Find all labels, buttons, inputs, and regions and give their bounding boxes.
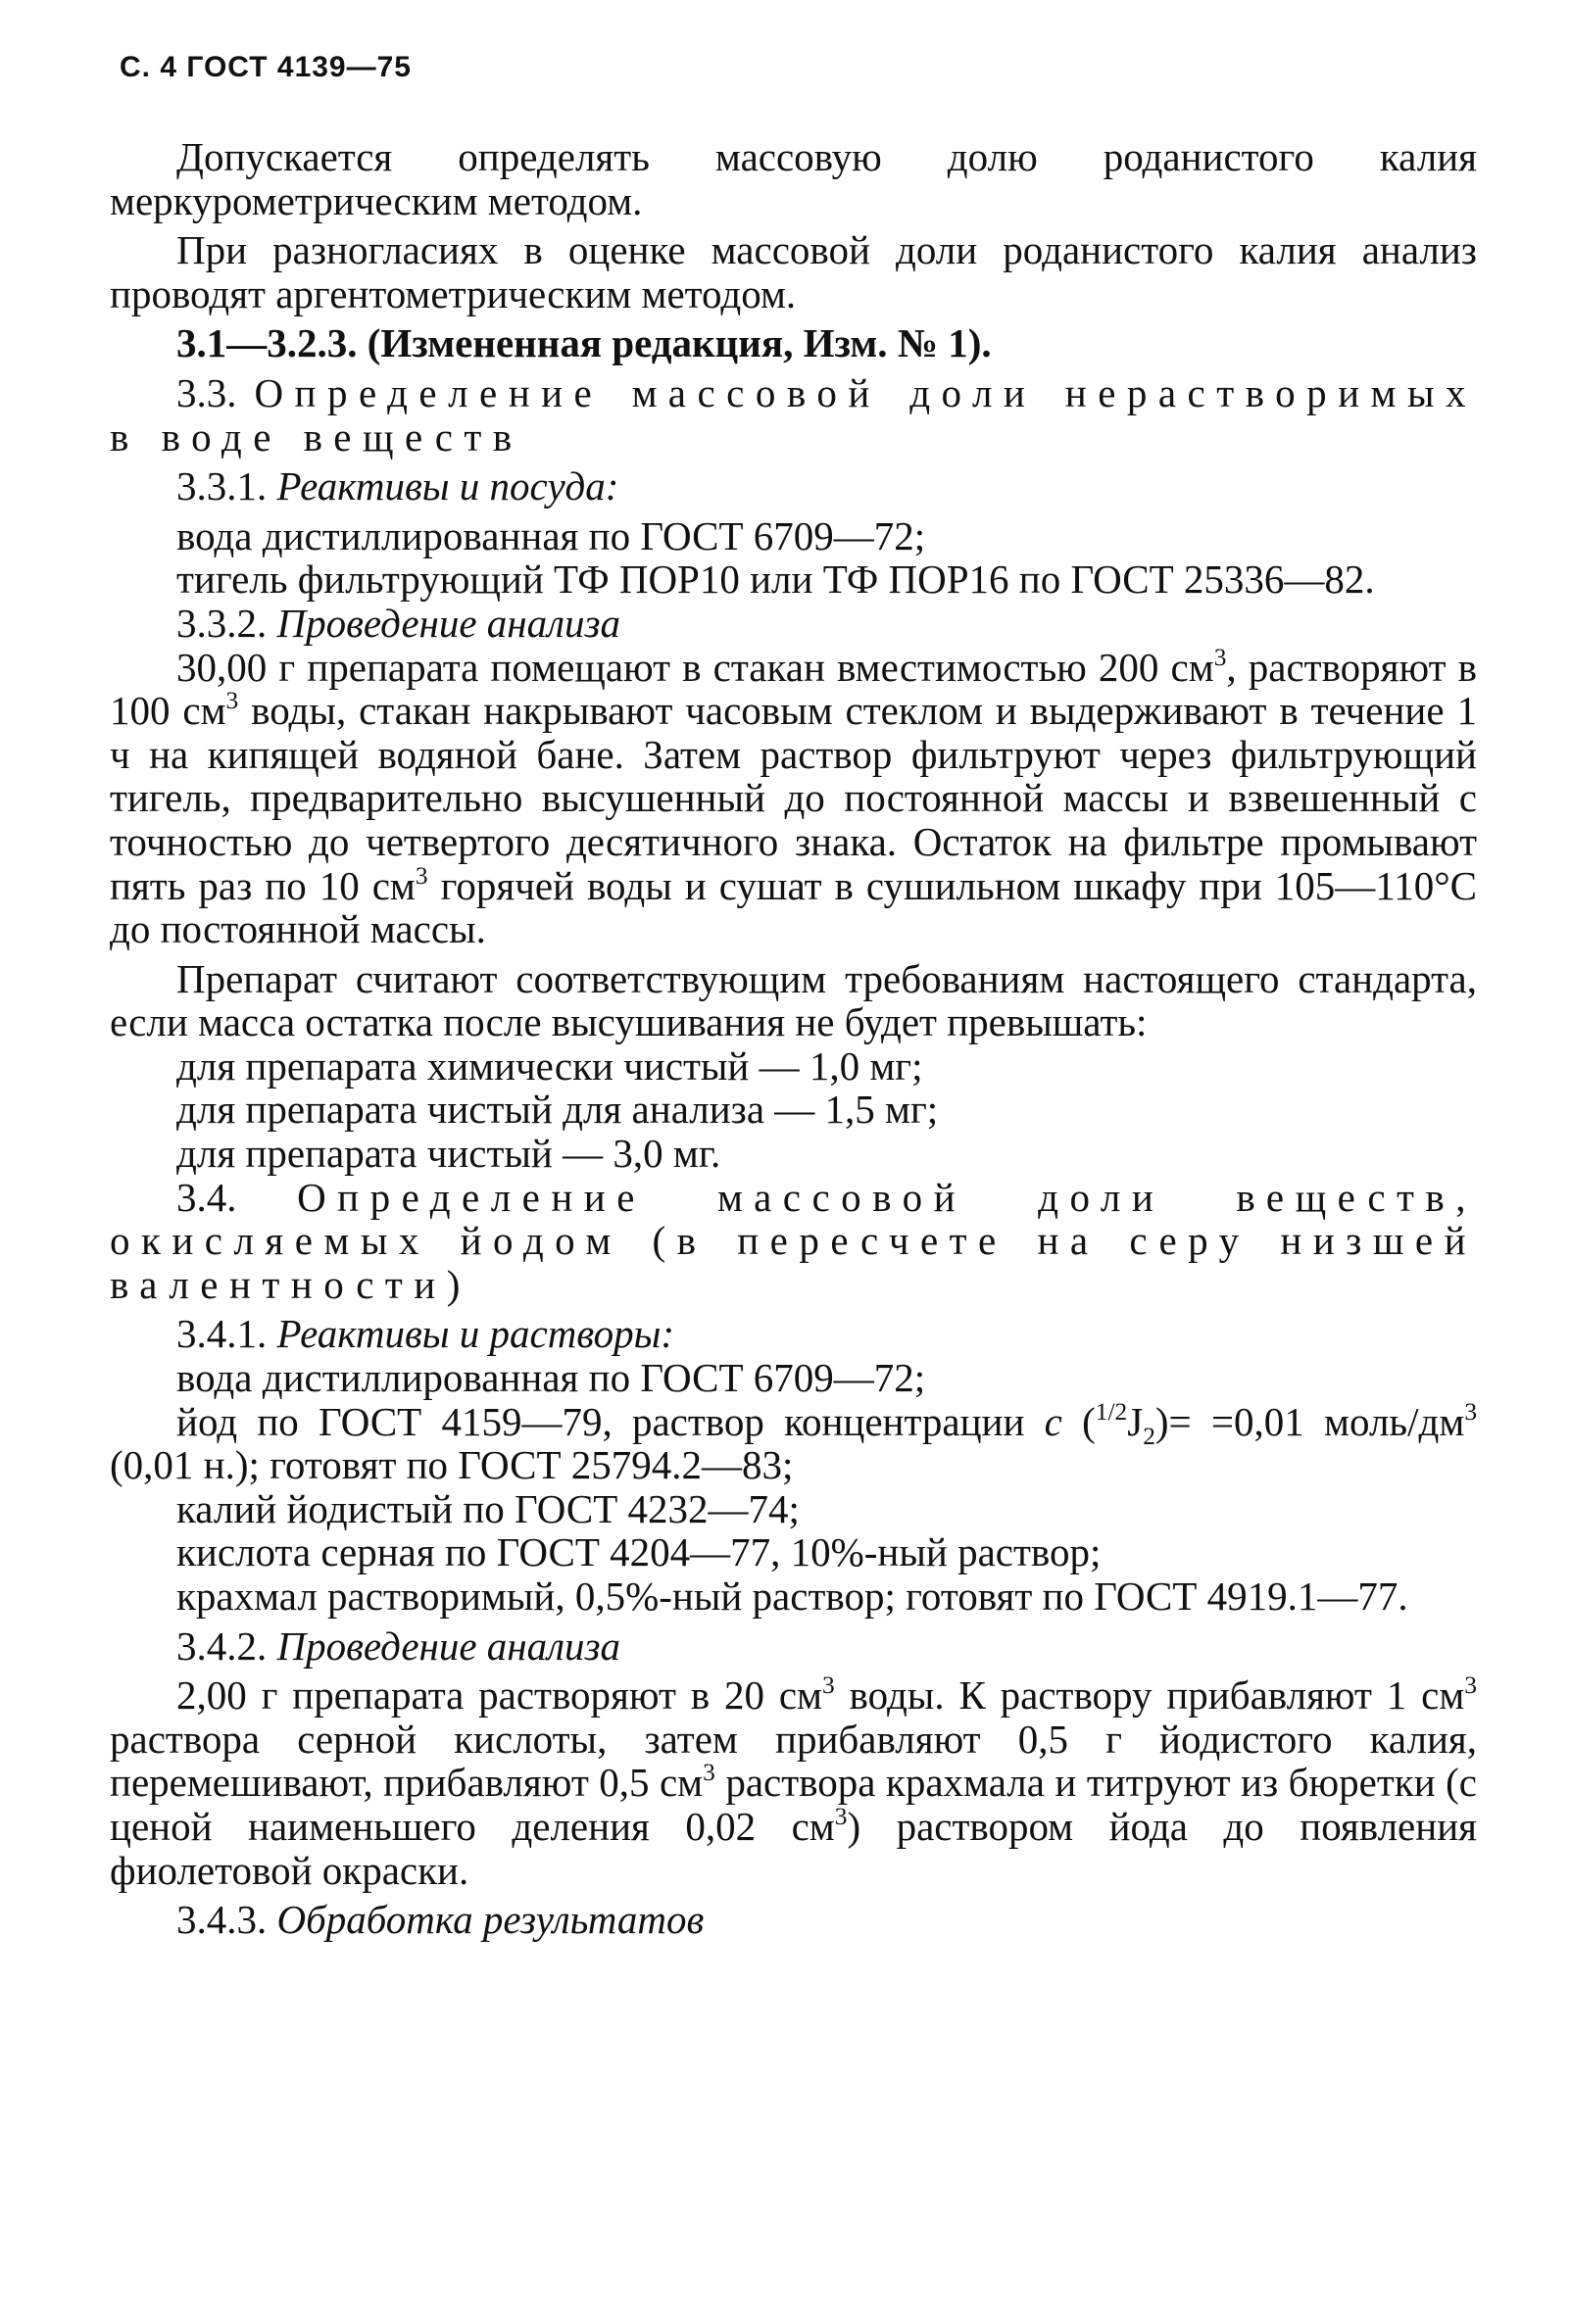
text-run: горячей воды и сушат в сушильном шкафу при 105—110°С до постоянной массы. <box>110 862 1477 952</box>
superscript: 3 <box>703 1759 715 1787</box>
list-item-analysis-pure: для препарата чистый для анализа — 1,5 мг; <box>176 1087 939 1133</box>
superscript: 3 <box>821 1671 835 1700</box>
list-item-starch: крахмал растворимый, 0,5%-ный раствор; готовят по ГОСТ 4919.1—77. <box>176 1574 1408 1619</box>
list-item-potassium-iodide: калий йодистый по ГОСТ 4232—74; <box>176 1485 800 1531</box>
text-run: ) раствором йода до появления фиолетовой окраски. <box>110 1803 1477 1893</box>
text-run: ( <box>1061 1398 1096 1444</box>
section-3-3-1-heading <box>110 464 1477 508</box>
section-title: Определение массовой доли веществ, окисляемых йодом (в пересчете на серу низшей валентности) <box>110 1174 1478 1307</box>
section-number: 3.4. <box>176 1174 237 1220</box>
superscript: 3 <box>834 1803 848 1831</box>
text-run: )= =0,01 моль/дм <box>1154 1398 1465 1444</box>
list-item-sulfuric-acid: кислота серная по ГОСТ 4204—77, 10%-ный раствор; <box>176 1529 1102 1575</box>
paragraph-procedure-iodine <box>110 1673 1477 1892</box>
text-run: раствора серной кислоты, затем прибавляют 0,5 г йодистого калия, перемешивают, прибавляют 0,5 см <box>110 1716 1477 1806</box>
section-number: 3.4.1. <box>176 1311 268 1357</box>
superscript: 3 <box>415 861 428 890</box>
page-header: С. 4 ГОСТ 4139—75 <box>120 51 412 83</box>
section-number: 3.3.2. <box>176 600 268 646</box>
paragraph-requirements: Препарат считают соответствующим требованиям настоящего стандарта, если масса остатка после высушивания не будет превышать: <box>110 955 1477 1045</box>
superscript: 3 <box>1464 1671 1477 1700</box>
subscript: 2 <box>1143 1422 1155 1450</box>
section-number: 3.4.2. <box>176 1622 268 1669</box>
section-number: 3.4.3. <box>176 1897 268 1943</box>
superscript: 3 <box>225 687 239 715</box>
text-run: c <box>1044 1398 1062 1444</box>
list-item-crucible: тигель фильтрующий ТФ ПОР10 или ТФ ПОР16 по ГОСТ 25336—82. <box>176 557 1375 603</box>
superscript: 3 <box>1464 1397 1478 1426</box>
list-item-water: вода дистиллированная по ГОСТ 6709—72; <box>176 512 926 558</box>
list-item-chem-pure: для препарата химически чистый — 1,0 мг; <box>176 1042 923 1089</box>
section-title: Проведение анализа <box>276 1622 621 1669</box>
paragraph-procedure-insoluble <box>110 643 1477 952</box>
text-run: 30,00 г препарата помещают в стакан вместимостью 200 см <box>176 644 1214 690</box>
text-run: 2,00 г препарата растворяют в 20 см <box>176 1672 822 1719</box>
paragraph-mercurometric: Допускается определять массовую долю роданистого калия меркурометрическим методом. <box>110 134 1477 223</box>
superscript: 3 <box>1213 643 1227 671</box>
text-run: йод по ГОСТ 4159—79, раствор концентрации <box>176 1398 1045 1444</box>
list-item-iodine <box>110 1397 1478 1488</box>
document-body <box>110 135 1477 1942</box>
list-item-water-2: вода дистиллированная по ГОСТ 6709—72; <box>176 1355 926 1401</box>
list-item-pure: для препарата чистый — 3,0 мг. <box>176 1131 721 1177</box>
section-title: Реактивы и посуда: <box>276 463 619 509</box>
section-3-3-heading <box>110 371 1477 459</box>
text-run: , растворяют в 100 см <box>110 644 1477 734</box>
section-number: 3.3.1. <box>176 463 268 509</box>
section-number: 3.3. <box>176 369 237 415</box>
section-3-4-1-heading <box>110 1312 1477 1356</box>
text-run: J <box>1127 1398 1144 1444</box>
text-run: воды. К раствору прибавляют 1 см <box>834 1672 1465 1719</box>
section-title: Обработка результатов <box>276 1897 705 1943</box>
text-run: раствора крахмала и титруют из бюретки (с ценой наименьшего деления 0,02 см <box>110 1760 1477 1849</box>
paragraph-amendment: 3.1—3.2.3. (Измененная редакция, Изм. № 1). <box>176 320 992 366</box>
section-3-4-2-heading <box>110 1624 1477 1669</box>
section-3-4-heading <box>110 1176 1477 1307</box>
text-run: (0,01 н.); готовят по ГОСТ 25794.2—83; <box>110 1442 794 1488</box>
section-3-3-2-heading <box>110 602 1477 646</box>
section-title: Определение массовой доли нерастворимых в воде веществ <box>110 369 1477 460</box>
paragraph-disagreement: При разногласиях в оценке массовой доли роданистого калия анализ проводят аргентометрическим методом. <box>110 227 1477 316</box>
section-3-4-3-heading <box>110 1898 1477 1942</box>
section-title: Реактивы и растворы: <box>276 1311 675 1357</box>
superscript: 1/2 <box>1095 1397 1128 1426</box>
section-title: Проведение анализа <box>276 600 621 646</box>
text-run: воды, стакан накрывают часовым стеклом и выдерживают в течение 1 ч на кипящей водяной бане. Затем раствор фильтруют через фильтрующий тигель, предварительно высушенный до постоянной массы и взвешенный с точностью до четвертого десятичного знака. Остаток на фильтре промывают пять раз по 10 см <box>110 688 1477 908</box>
